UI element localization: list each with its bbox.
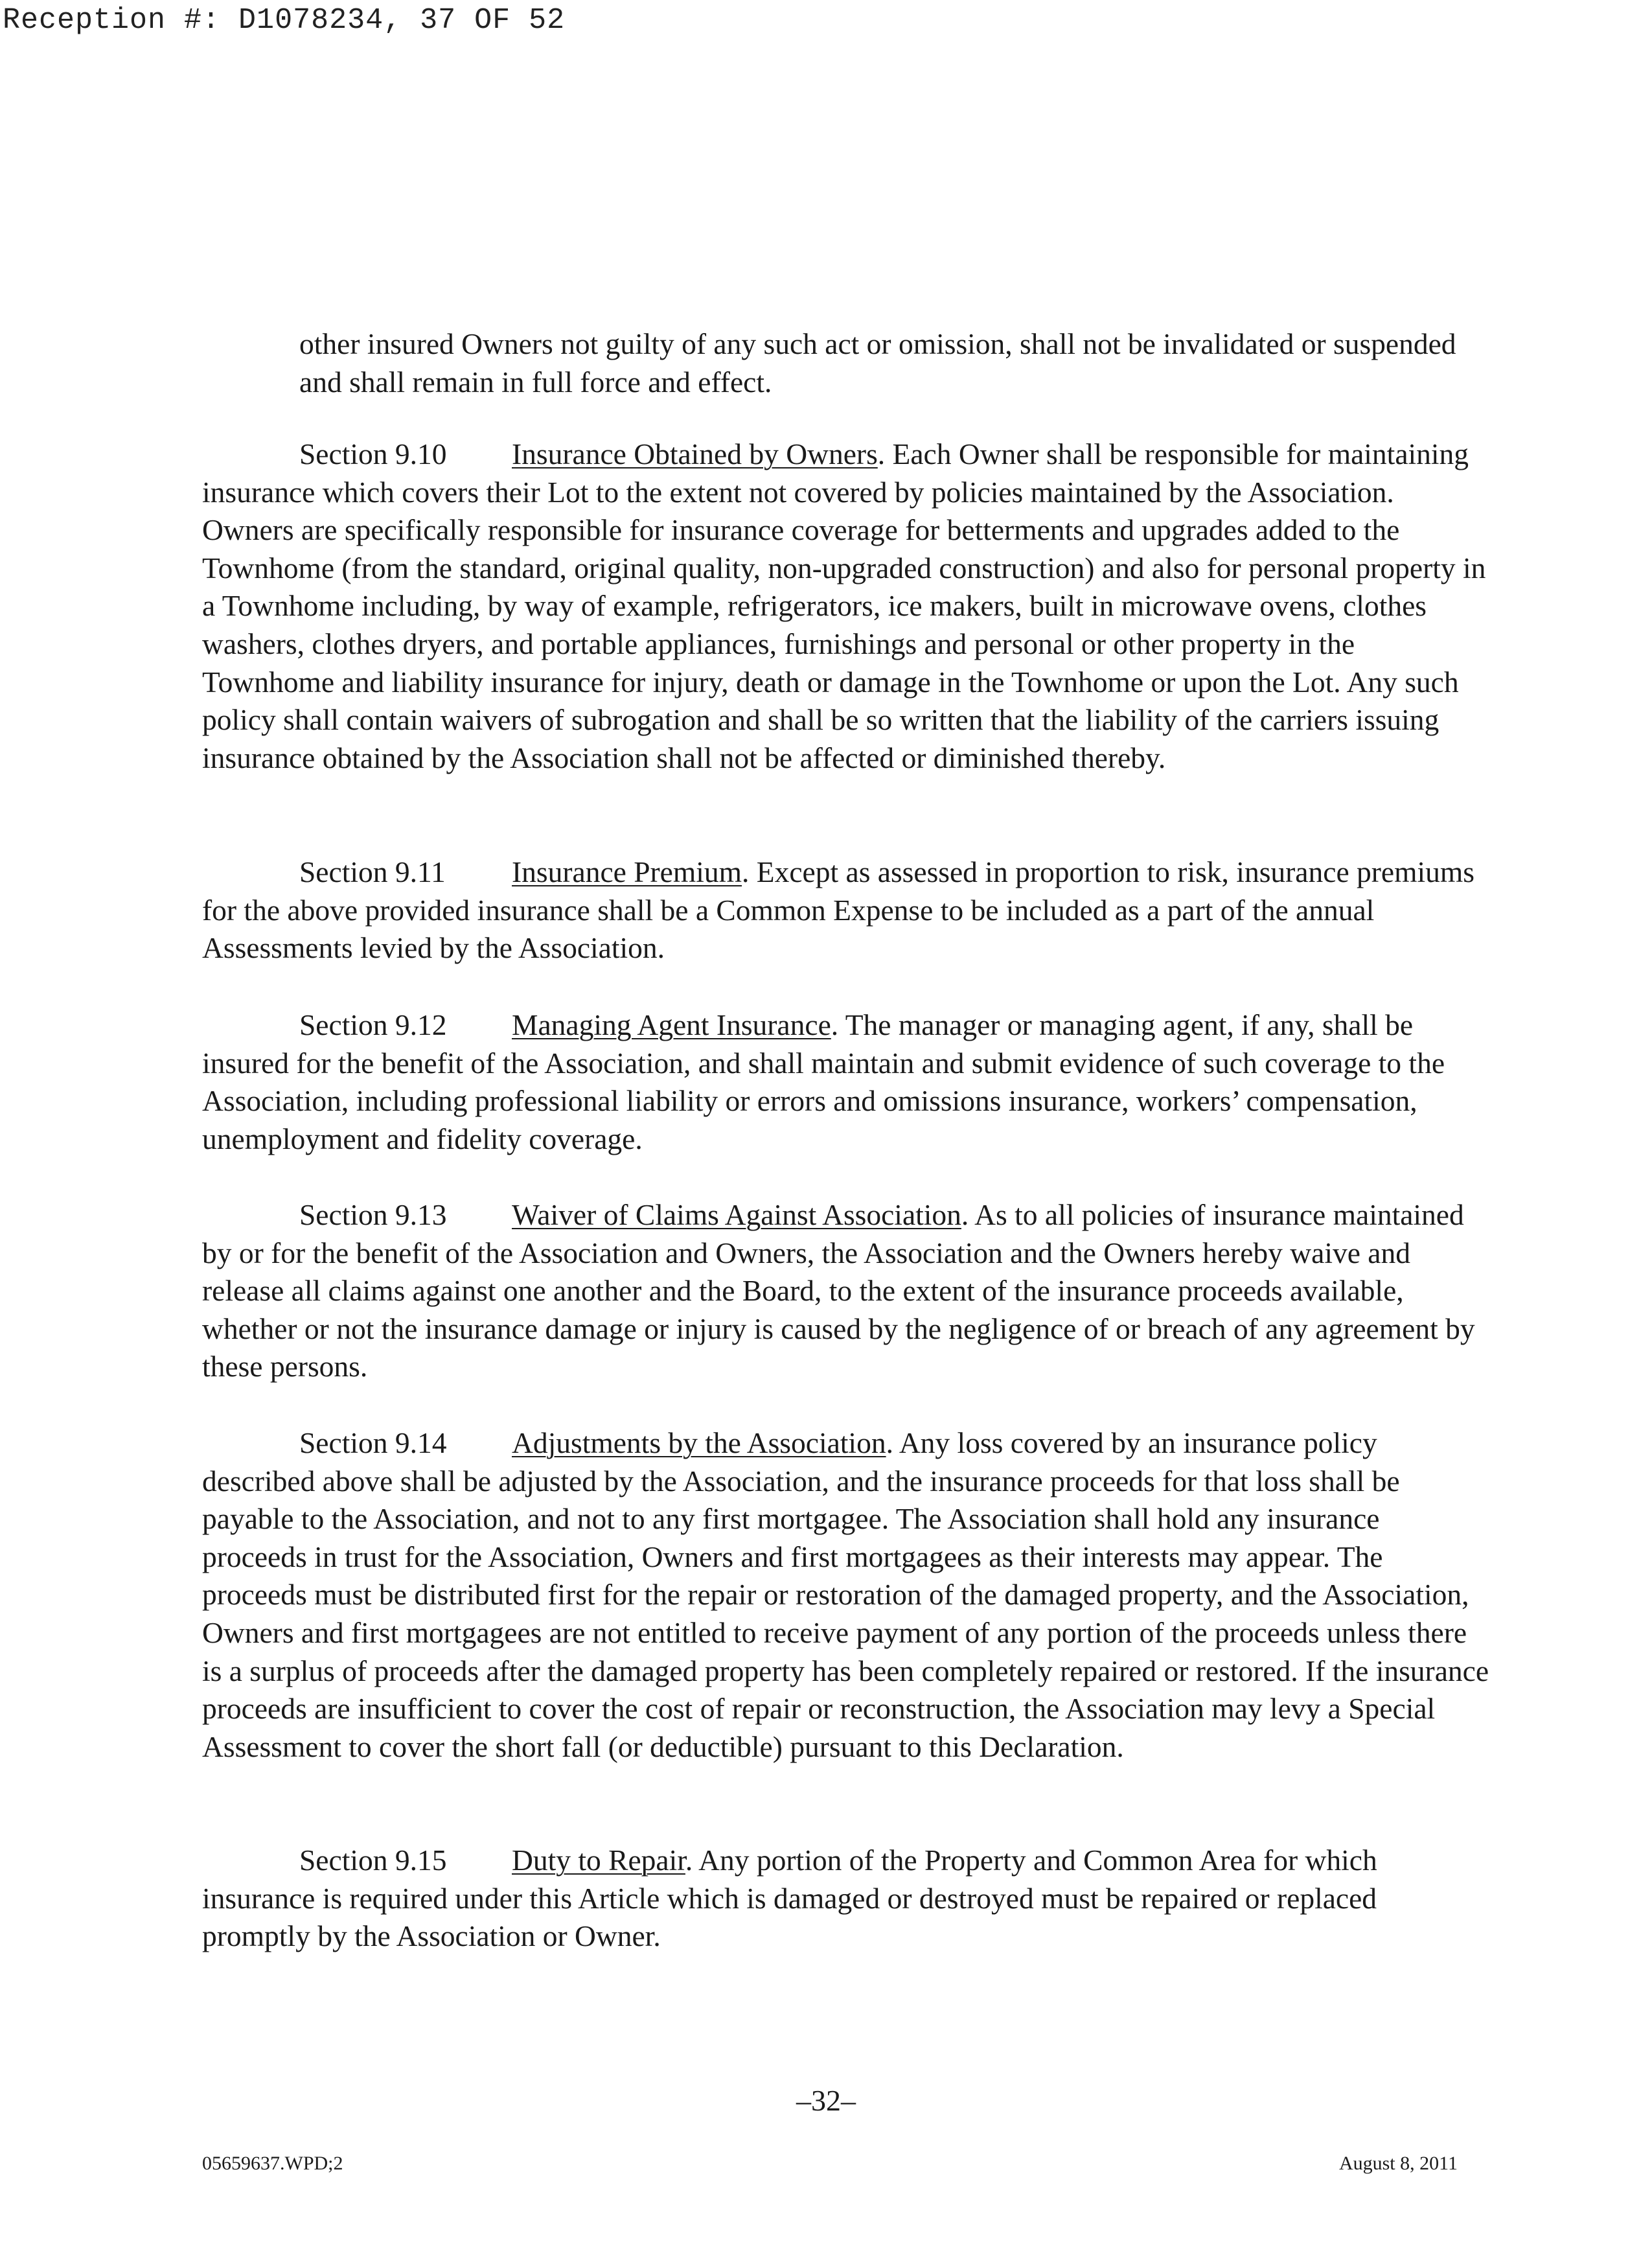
section-body: . Any portion of the Property and Common Area for which insurance is required under this Article which is damaged or destroyed must be repaired or replaced promptly by the Association or Owner.: [202, 1844, 1377, 1953]
section-number: Section 9.10: [299, 437, 447, 470]
section-title: Adjustments by the Association: [512, 1426, 886, 1459]
section-9-11: [202, 853, 1491, 967]
section-number: Section 9.11: [299, 855, 446, 888]
section-body: . Any loss covered by an insurance policy described above shall be adjusted by the Association, and the insurance proceeds for that loss shall be payable to the Association, and not to any first mortgagee. The Association shall hold any insurance proceeds in trust for the Association, Owners and first mortgagees as their interests may appear. The proceeds must be distributed first for the repair or restoration of the damaged property, and the Association, Owners and first mortgagees are not entitled to receive payment of any portion of the proceeds unless there is a surplus of proceeds after the damaged property has been completely repaired or restored. If the insurance proceeds are insufficient to cover the cost of repair or reconstruction, the Association may levy a Special Assessment to cover the short fall (or deductible) pursuant to this Declaration.: [202, 1426, 1489, 1763]
section-title: Waiver of Claims Against Association: [512, 1198, 961, 1231]
section-9-15: [202, 1842, 1491, 1956]
page-number: –32–: [796, 2084, 856, 2117]
document-date: August 8, 2011: [1338, 2153, 1458, 2174]
section-body: . The manager or managing agent, if any, shall be insured for the benefit of the Association, and shall maintain and submit evidence of such coverage to the Association, including professional liability or errors and omissions insurance, workers’ compensation, unemployment and fidelity coverage.: [202, 1008, 1445, 1155]
section-number: Section 9.12: [299, 1008, 447, 1041]
reception-stamp: Reception #: D1078234, 37 OF 52: [3, 4, 566, 37]
continuation-paragraph: other insured Owners not guilty of any such act or omission, shall not be invalidated or suspended and shall remain in full force and effect.: [299, 327, 1456, 399]
section-body: . As to all policies of insurance maintained by or for the benefit of the Association and Owners, the Association and the Owners hereby waive and release all claims against one another and the Board, to the extent of the insurance proceeds available, whether or not the insurance damage or injury is caused by the negligence of or breach of any agreement by these persons.: [202, 1198, 1475, 1383]
section-title: Insurance Obtained by Owners: [512, 437, 878, 470]
document-id: 05659637.WPD;2: [202, 2153, 343, 2174]
section-9-13: [202, 1196, 1491, 1386]
section-title: Insurance Premium: [512, 855, 742, 888]
section-body: . Each Owner shall be responsible for maintaining insurance which covers their Lot to the extent not covered by policies maintained by the Association. Owners are specifically responsible for insurance coverage for betterments and upgrades added to the Townhome (from the standard, original quality, non-upgraded construction) and also for personal property in a Townhome including, by way of example, refrigerators, ice makers, built in microwave ovens, clothes washers, clothes dryers, and portable appliances, furnishings and personal or other property in the Townhome and liability insurance for injury, death or damage in the Townhome or upon the Lot. Any such policy shall contain waivers of subrogation and shall be so written that the liability of the carriers issuing insurance obtained by the Association shall not be affected or diminished thereby.: [202, 437, 1486, 774]
section-title: Managing Agent Insurance: [512, 1008, 831, 1041]
section-number: Section 9.15: [299, 1844, 447, 1877]
section-9-14: [202, 1424, 1491, 1766]
section-title: Duty to Repair: [512, 1844, 685, 1877]
section-9-10: [202, 435, 1491, 777]
section-number: Section 9.13: [299, 1198, 447, 1231]
section-body: . Except as assessed in proportion to risk, insurance premiums for the above provided insurance shall be a Common Expense to be included as a part of the annual Assessments levied by the Association.: [202, 855, 1474, 965]
section-9-12: [202, 1006, 1491, 1158]
section-number: Section 9.14: [299, 1426, 447, 1459]
